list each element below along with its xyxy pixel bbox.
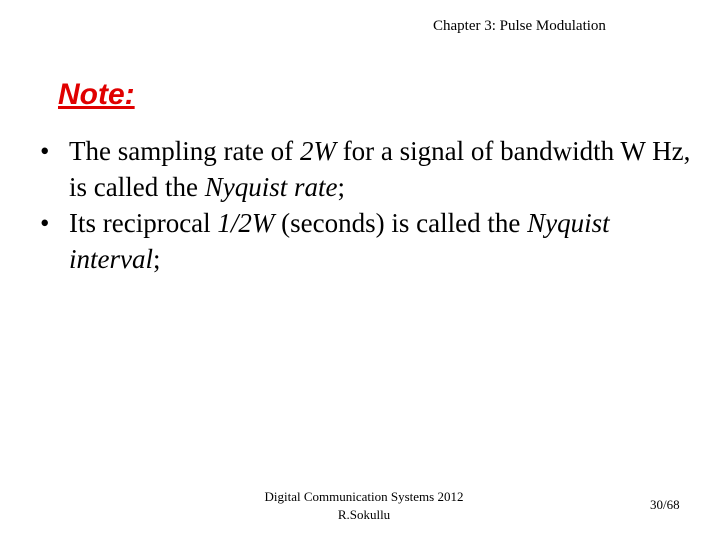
note-heading: Note: — [58, 78, 135, 111]
slide-footer — [200, 488, 528, 524]
bullet-text-segment-italic: 1/2W — [217, 208, 275, 238]
bullet-item-nyquist-rate — [40, 133, 700, 205]
bullet-text-segment-italic: Nyquist rate — [204, 172, 338, 202]
bullet-list — [40, 133, 700, 277]
bullet-text-segment: for a signal of bandwidth W Hz, is called the — [69, 136, 691, 202]
bullet-text-segment: (seconds) is called the — [274, 208, 528, 238]
bullet-text-segment: ; — [152, 244, 161, 274]
bullet-text-segment-italic: Nyquist interval — [69, 208, 610, 274]
bullet-item-nyquist-interval — [40, 205, 700, 277]
footer-course-line: Digital Communication Systems 2012 — [264, 489, 464, 504]
footer-author-line: R.Sokullu — [337, 507, 391, 522]
bullet-marker: • — [40, 136, 50, 166]
bullet-text-segment: The sampling rate of — [69, 136, 300, 166]
bullet-text-segment: Its reciprocal — [69, 208, 218, 238]
bullet-text-segment: ; — [337, 172, 345, 202]
bullet-text-segment-italic: 2W — [299, 136, 336, 166]
page-number: 30/68 — [650, 497, 680, 512]
slide-header-chapter-title: Chapter 3: Pulse Modulation — [433, 18, 606, 34]
bullet-marker: • — [40, 208, 50, 238]
